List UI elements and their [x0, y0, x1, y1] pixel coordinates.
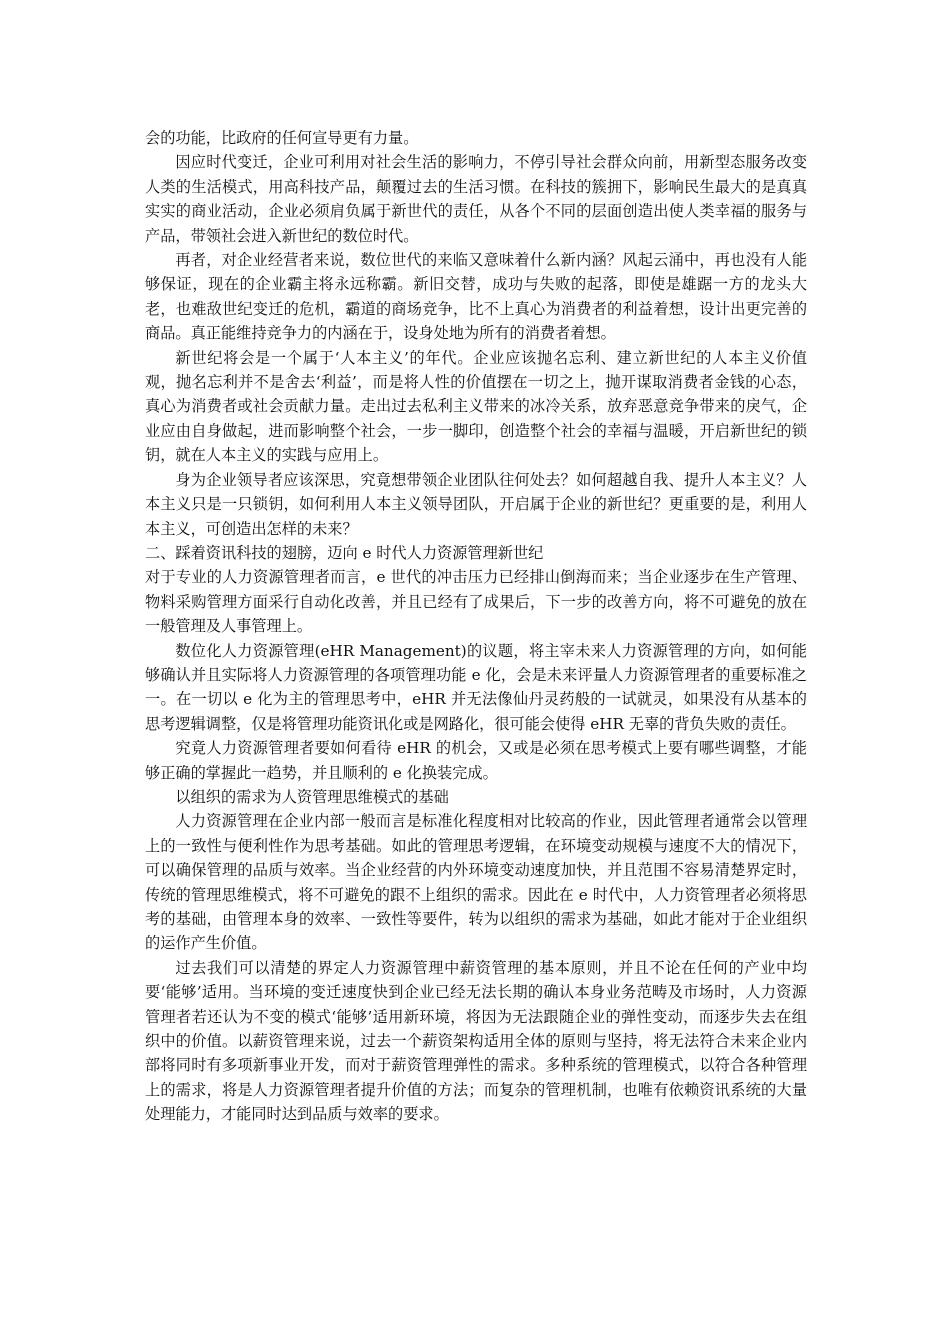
section-heading: 二、踩着资讯科技的翅膀，迈向 e 时代人力资源管理新世纪 [145, 543, 544, 562]
paragraph-leadership: 身为企业领导者应该深思，究竟想带领企业团队往何处去？如何超越自我、提升人本主义？人本主义只是一只锁钥，如何利用人本主义领导团队，开启属于企业的新世纪？更重要的是，利用人本主义，可创造出怎样的未来？ [145, 470, 807, 538]
paragraph-ehr-opportunity: 究竟人力资源管理者要如何看待 eHR 的机会，又或是必须在思考模式上要有哪些调整，才能够正确的掌握此一趋势，并且顺利的 e 化换装完成。 [145, 739, 807, 782]
paragraph-humanism: 新世纪将会是一个属于‘人本主义’的年代。企业应该抛名忘利、建立新世纪的人本主义价值观，抛名忘利并不是舍去‘利益’，而是将人性的价值摆在一切之上，抛开谋取消费者金钱的心态，真心为消费者或社会贡献力量。走出过去私利主义带来的冰冷关系，放弃恶意竞争带来的戾气，企业应由自身做起，进而影响整个社会，一步一脚印，创造整个社会的幸福与温暖，开启新世纪的锁钥，就在人本主义的实践与应用上。 [145, 348, 807, 465]
paragraph-salary-management: 过去我们可以清楚的界定人力资源管理中薪资管理的基本原则，并且不论在任何的产业中均要‘能够’适用。当环境的变迁速度快到企业已经无法长期的确认本身业务范畴及市场时，人力资源管理者若还认为不变的模式‘能够’适用新环境，将因为无法跟随企业的弹性变动，而逐步失去在组织中的价值。以薪资管理来说，过去一个薪资架构适用全体的原则与坚持，将无法符合未来企业内部将同时有多项新事业开发，而对于薪资管理弹性的需求。多种系统的管理模式，以符合各种管理上的需求，将是人力资源管理者提升价值的方法；而复杂的管理机制，也唯有依赖资讯系统的大量处理能力，才能同时达到品质与效率的要求。 [145, 958, 807, 1124]
paragraph-hr-pressure: 对于专业的人力资源管理者而言，e 世代的冲击压力已经排山倒海而来；当企业逐步在生产管理、物料采购管理方面采行自动化改善，并且已经有了成果后，下一步的改善方向，将不可避免的放在一般管理及人事管理上。 [145, 568, 807, 636]
paragraph-hr-standardization: 人力资源管理在企业内部一般而言是标准化程度相对比较高的作业，因此管理者通常会以管理上的一致性与便利性作为思考基础。如此的管理思考逻辑，在环境变动规模与速度不大的情况下，可以确保管理的品质与效率。当企业经营的内外环境变动速度加快，并且范围不容易清楚界定时，传统的管理思维模式，将不可避免的跟不上组织的需求。因此在 e 时代中，人力资管理者必须将思考的基础，由管理本身的效率、一致性等要件，转为以组织的需求为基础，如此才能对于企业组织的运作产生价值。 [145, 812, 807, 953]
paragraph-ehr-management: 数位化人力资源管理(eHR Management)的议题，将主宰未来人力资源管理的方向，如何能够确认并且实际将人力资源管理的各项管理功能 e 化，会是未来评量人力资源管理者的重要标准之一。在一切以 e 化为主的管理思考中，eHR 并无法像仙丹灵药般的一试就灵，如果没有从基本的思考逻辑调整，仅是将管理功能资讯化或是网路化，很可能会使得 eHR 无辜的背负失败的责任。 [145, 641, 807, 733]
document-page [145, 126, 807, 1127]
paragraph-continuation: 会的功能，比政府的任何宣导更有力量。 [145, 129, 419, 147]
paragraph-digital-era: 再者，对企业经营者来说，数位世代的来临又意味着什么新内涵？风起云涌中，再也没有人能够保证，现在的企业霸主将永远称霸。新旧交替，成功与失败的起落，即使是雄踞一方的龙头大老，也难敌世纪变迁的危机，霸道的商场竞争，比不上真心为消费者的利益着想，设计出更完善的商品。真正能维持竞争力的内涵在于，设身处地为所有的消费者着想。 [145, 251, 807, 343]
paragraph-era-change: 因应时代变迁，企业可利用对社会生活的影响力，不停引导社会群众向前，用新型态服务改变人类的生活模式，用高科技产品，颠覆过去的生活习惯。在科技的簇拥下，影响民生最大的是真真实实的商业活动，企业必须肩负属于新世代的责任，从各个不同的层面创造出使人类幸福的服务与产品，带领社会进入新世纪的数位时代。 [145, 153, 807, 245]
subsection-heading: 以组织的需求为人资管理思维模式的基础 [175, 787, 449, 806]
